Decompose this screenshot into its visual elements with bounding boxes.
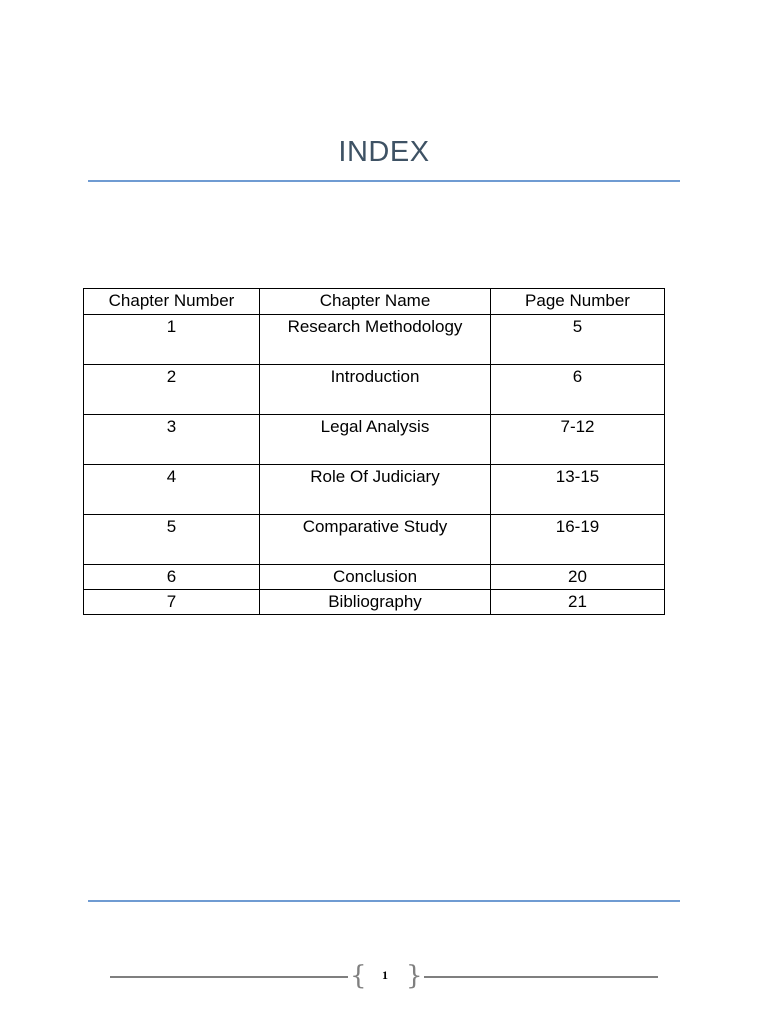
open-brace-icon: { [350,961,367,991]
chapter-number-cell: 5 [84,515,260,565]
table-row [84,415,665,465]
chapter-name-cell: Legal Analysis [260,415,491,465]
footer-rule [88,900,680,902]
index-table [83,288,665,615]
page-footer [110,962,658,992]
header-page-number: Page Number [491,289,665,315]
table-row [84,365,665,415]
footer-line-left [110,976,348,978]
table-row [84,565,665,590]
page-title: INDEX [338,136,430,168]
chapter-number-cell: 7 [84,590,260,615]
chapter-name-cell: Introduction [260,365,491,415]
table-row [84,315,665,365]
footer-line-right [424,976,658,978]
title-underline [88,180,680,182]
page-number-cell: 13-15 [491,465,665,515]
page-number-cell: 16-19 [491,515,665,565]
page-number-cell: 6 [491,365,665,415]
table-row [84,515,665,565]
chapter-name-cell: Comparative Study [260,515,491,565]
page-number-cell: 5 [491,315,665,365]
chapter-number-cell: 4 [84,465,260,515]
page-number-cell: 21 [491,590,665,615]
table-header-row [84,289,665,315]
table-row [84,590,665,615]
chapter-name-cell: Research Methodology [260,315,491,365]
chapter-number-cell: 1 [84,315,260,365]
chapter-number-cell: 6 [84,565,260,590]
chapter-name-cell: Conclusion [260,565,491,590]
table-row [84,465,665,515]
chapter-number-cell: 3 [84,415,260,465]
page-number-cell: 7-12 [491,415,665,465]
chapter-name-cell: Bibliography [260,590,491,615]
close-brace-icon: } [406,961,423,991]
header-chapter-name: Chapter Name [260,289,491,315]
chapter-number-cell: 2 [84,365,260,415]
page-number: 1 [382,968,388,982]
chapter-name-cell: Role Of Judiciary [260,465,491,515]
page-number-cell: 20 [491,565,665,590]
header-chapter-number: Chapter Number [84,289,260,315]
